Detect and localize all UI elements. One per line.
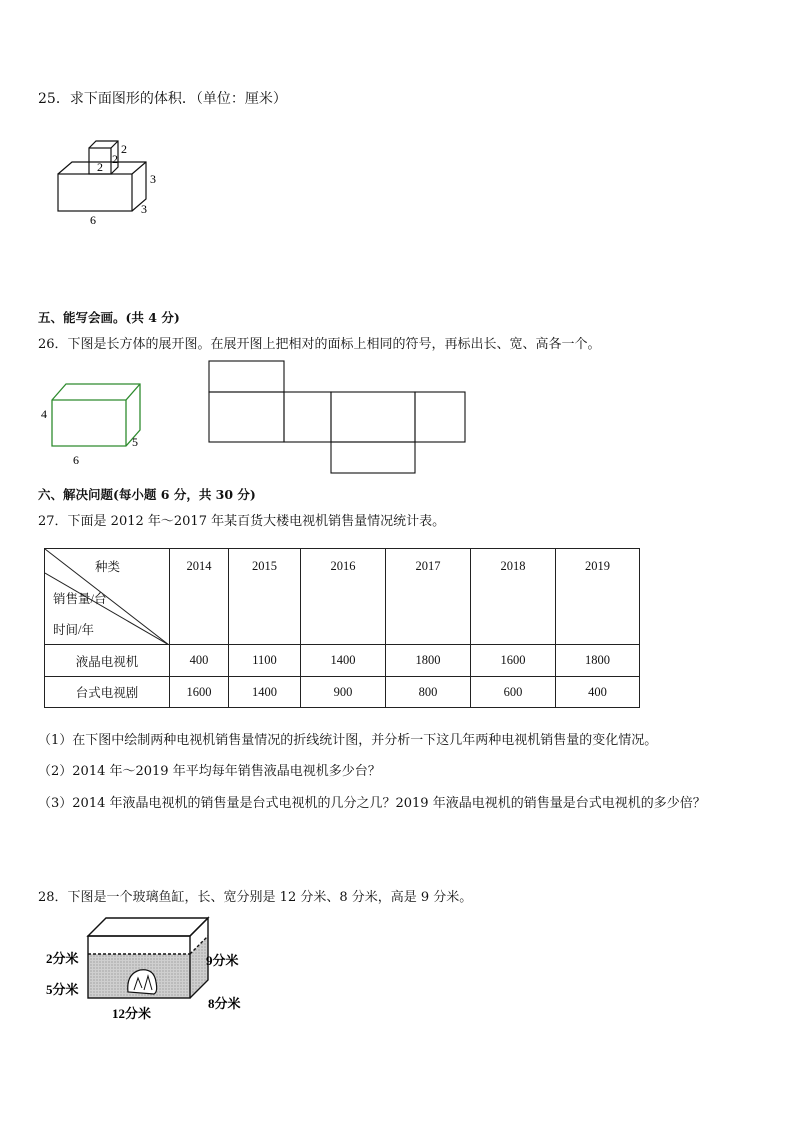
net-face-4 bbox=[415, 392, 465, 442]
table-cell: 1400 bbox=[301, 645, 386, 677]
q28-text: 28．下图是一个玻璃鱼缸，长、宽分别是 12 分米、8 分米，高是 9 分米。 bbox=[38, 890, 473, 905]
table-cell: 400 bbox=[556, 677, 640, 708]
q25-big-length-label: 6 bbox=[90, 213, 96, 227]
table-cell: 1800 bbox=[386, 645, 471, 677]
net-face-top bbox=[209, 361, 284, 392]
table-cell: 600 bbox=[471, 677, 556, 708]
table-cell: 1100 bbox=[229, 645, 301, 677]
q26-net-diagram bbox=[206, 358, 470, 478]
year-header: 2015 bbox=[229, 549, 301, 645]
row-name-lcd: 液晶电视机 bbox=[45, 645, 170, 677]
q27-sub1: （1）在下图中绘制两种电视机销售量情况的折线统计图，并分析一下这几年两种电视机销售量的变化情况。 bbox=[38, 733, 658, 748]
q28-water-label: 5分米 bbox=[46, 982, 79, 997]
q26-text: 26．下图是长方体的展开图。在展开图上把相对的面标上相同的符号，再标出长、宽、高各一个。 bbox=[38, 337, 601, 352]
q25-big-height-label: 3 bbox=[150, 172, 156, 186]
table-cell: 800 bbox=[386, 677, 471, 708]
q27-text: 27．下面是 2012 年～2017 年某百货大楼电视机销售量情况统计表。 bbox=[38, 514, 446, 529]
table-cell: 1400 bbox=[229, 677, 301, 708]
net-face-3 bbox=[331, 392, 415, 442]
table-header-row bbox=[45, 549, 640, 645]
q28-length-label: 12分米 bbox=[112, 1006, 152, 1021]
year-header: 2016 bbox=[301, 549, 386, 645]
year-header: 2019 bbox=[556, 549, 640, 645]
table-cell: 400 bbox=[170, 645, 229, 677]
corner-label-sales: 销售量/台 bbox=[53, 592, 107, 606]
q25-text: 25．求下面图形的体积．（单位：厘米） bbox=[38, 91, 287, 107]
year-header: 2014 bbox=[170, 549, 229, 645]
net-face-bottom bbox=[331, 442, 415, 473]
table-corner-cell bbox=[45, 549, 170, 645]
q26-cuboid bbox=[36, 375, 148, 470]
q26-depth-label: 5 bbox=[132, 435, 138, 449]
table-cell: 900 bbox=[301, 677, 386, 708]
table-row bbox=[45, 677, 640, 708]
q28-height-label: 9分米 bbox=[206, 953, 239, 968]
section5-title: 五、能写会画。(共 4 分) bbox=[38, 310, 180, 325]
table-cell: 1800 bbox=[556, 645, 640, 677]
corner-label-category: 种类 bbox=[95, 560, 121, 574]
q27-sub3: （3）2014 年液晶电视机的销售量是台式电视机的几分之几？2019 年液晶电视机的销售量是台式电视机的多少倍？ bbox=[38, 796, 706, 811]
row-name-desktop: 台式电视剧 bbox=[45, 677, 170, 708]
net-face-2 bbox=[284, 392, 331, 442]
sales-table bbox=[44, 548, 640, 708]
q25-big-depth-label: 3 bbox=[141, 202, 147, 216]
q25-small-front-label: 2 bbox=[97, 160, 103, 174]
q25-small-top-label: 2 bbox=[121, 142, 127, 156]
table-cell: 1600 bbox=[170, 677, 229, 708]
table-row bbox=[45, 645, 640, 677]
q25-figure bbox=[50, 138, 180, 230]
year-header: 2017 bbox=[386, 549, 471, 645]
q26-length-label: 6 bbox=[73, 453, 79, 467]
section6-title: 六、解决问题(每小题 6 分，共 30 分) bbox=[38, 487, 256, 502]
net-face-1 bbox=[209, 392, 284, 442]
year-header: 2018 bbox=[471, 549, 556, 645]
q26-height-label: 4 bbox=[41, 407, 47, 421]
q25-small-side-label: 2 bbox=[112, 152, 118, 166]
q28-width-label: 8分米 bbox=[208, 996, 241, 1011]
corner-label-year: 时间/年 bbox=[53, 623, 94, 637]
q27-sub2: （2）2014 年～2019 年平均每年销售液晶电视机多少台？ bbox=[38, 764, 381, 779]
q28-fish-tank bbox=[42, 910, 252, 1025]
q28-top-gap-label: 2分米 bbox=[46, 951, 79, 966]
table-cell: 1600 bbox=[471, 645, 556, 677]
